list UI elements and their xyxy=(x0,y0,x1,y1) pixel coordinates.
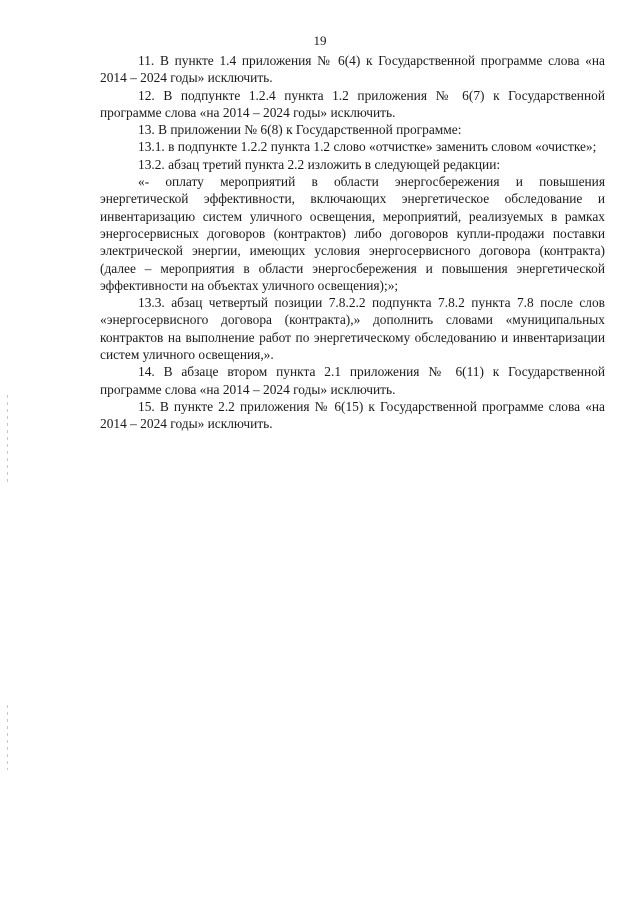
paragraph-item-14: 14. В абзаце втором пункта 2.1 приложения № 6(11) к Государственной программе слова «на 2014 – 2024 годы» исключить. xyxy=(100,364,605,397)
paragraph-item-12: 12. В подпункте 1.2.4 пункта 1.2 приложения № 6(7) к Государственной программе слова «на 2014 – 2024 годы» исключить. xyxy=(100,87,605,120)
paragraph-quoted-text: «- оплату мероприятий в области энергосбережения и повышения энергетической эффективности, включающих энергетическое обследование и инвентаризацию систем уличного освещения, мероприятий, реализуемых в рамках энергосервисных договоров (контрактов) либо договоров купли-продажи поставки электрической энергии, имеющих условия энергосервисного договора (контракта) (далее – мероприятия в области энергосбережения и повышения энергетической эффективности на объектах уличного освещения);»; xyxy=(100,174,605,293)
paragraph-item-13-1: 13.1. в подпункте 1.2.2 пункта 1.2 слово «отчистке» заменить словом «очистке»; xyxy=(138,139,597,155)
page-number: 19 xyxy=(313,33,327,48)
scan-edge-mark-lower xyxy=(7,705,8,770)
scan-edge-mark-upper xyxy=(7,395,8,485)
document-body xyxy=(100,52,605,433)
paragraph-item-13: 13. В приложении № 6(8) к Государственной программе: xyxy=(138,122,462,138)
paragraph-item-13-3: 13.3. абзац четвертый позиции 7.8.2.2 подпункта 7.8.2 пункта 7.8 после слов «энергосервисного договора (контракта),» дополнить словами «муниципальных контрактов на выполнение работ по энергетическому обследованию и инвентаризации систем уличного освещения,». xyxy=(100,295,605,363)
paragraph-item-11: 11. В пункте 1.4 приложения № 6(4) к Государственной программе слова «на 2014 – 2024 годы» исключить. xyxy=(100,53,605,86)
paragraph-item-13-2: 13.2. абзац третий пункта 2.2 изложить в следующей редакции: xyxy=(138,156,501,172)
paragraph-item-15: 15. В пункте 2.2 приложения № 6(15) к Государственной программе слова «на 2014 – 2024 годы» исключить. xyxy=(100,398,605,432)
